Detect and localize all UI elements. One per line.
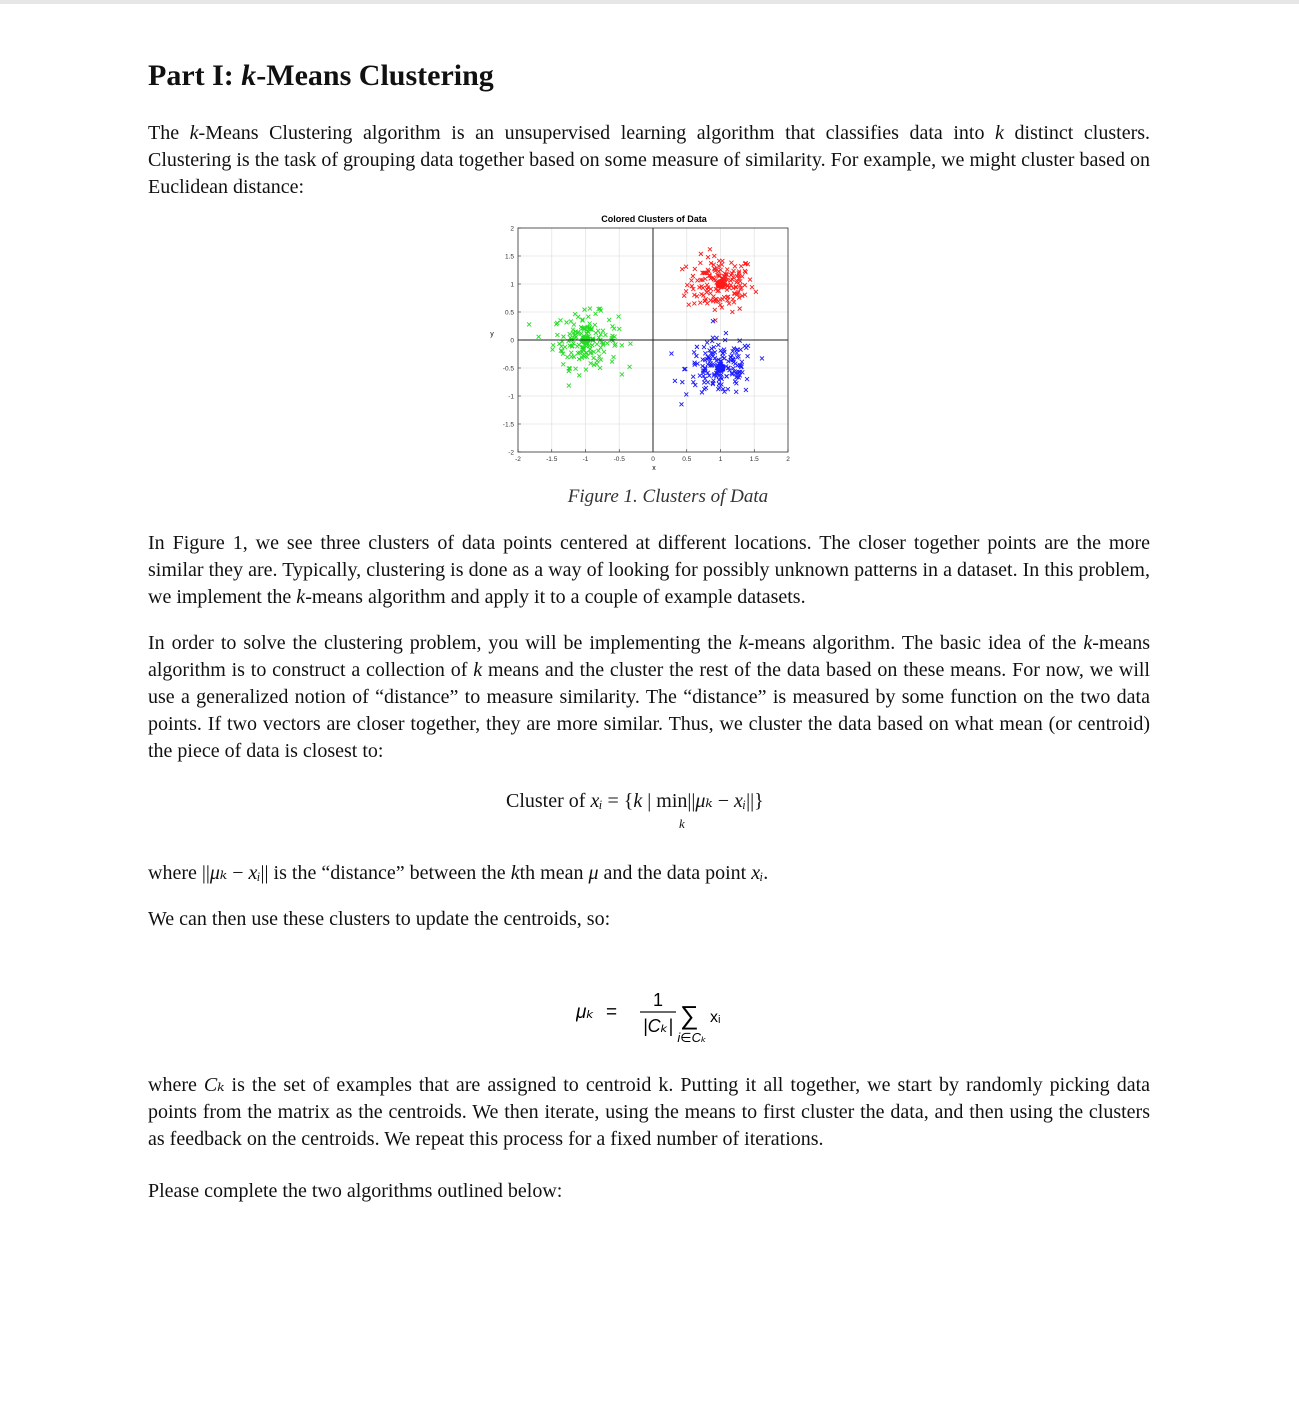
y-tick-label: 0 [510,337,514,345]
y-tick-label: 0.5 [504,309,514,317]
intro-paragraph: The k-Means Clustering algorithm is an unsupervised learning algorithm that classifies data into k distinct clusters. Clustering is the task of grouping data together based on some measure of similarity. For example, we might cluster based on Euclidean distance: [148,122,1151,198]
cluster-blue-centroid [716,363,726,373]
eq2-lhs: μₖ [576,1002,595,1023]
paragraph-instructions: Please complete the two algorithms outlined below: [148,1180,563,1202]
eq2-denominator: |Cₖ| [642,1016,674,1036]
eq2-sum-index: i∈Cₖ [677,1030,707,1044]
chart-xlabel: x [652,465,656,472]
cluster-scatter-plot [478,214,808,474]
min-subscript: k [679,816,685,831]
cluster-assignment-equation: Cluster of xᵢ = {k | min||μₖ − xᵢ||} k [506,790,764,831]
figure-caption: Figure 1. Clusters of Data [567,486,769,507]
paragraph-centroid-update: We can then use these clusters to update the centroids, so: [148,908,611,930]
eq2-equals: = [606,1002,618,1023]
chart-title: Colored Clusters of Data [601,214,707,224]
paragraph-algorithm-idea: In order to solve the clustering problem, you will be implementing the k-means algorithm. The basic idea of the k-means algorithm is to construct a collection of k means and the cluster the rest of the data based on these means. For now, we will use a generalized notion of “distance” to measure similarity. The “distance” is measured by some function on the two data points. If two vectors are closer together, they are more similar. Thus, we cluster the data based on what mean (or centroid) the piece of data is closest to: [148,632,1150,762]
x-tick-label: -1.5 [546,456,558,463]
y-tick-label: -0.5 [502,365,514,373]
cluster-red-centroid [716,279,726,289]
y-tick-label: -1.5 [502,421,514,429]
y-tick-label: 1 [510,281,514,289]
y-tick-label: 2 [510,225,514,233]
chart-ylabel: y [490,331,494,338]
x-tick-label: -1 [582,456,589,463]
section-heading: Part I: k-Means Clustering [148,59,494,92]
y-tick-label: -1 [508,393,514,401]
x-tick-label: -0.5 [613,456,625,463]
x-tick-label: -2 [515,456,521,463]
eq2-term: xᵢ [710,1009,721,1026]
x-tick-label: 0 [651,456,655,463]
x-tick-label: 1.5 [749,456,759,463]
eq2-sigma: ∑ [680,1000,699,1030]
y-tick-label: -2 [508,449,514,457]
centroid-update-equation [576,974,736,1044]
page-top-border [0,0,1299,4]
eq2-numerator: 1 [652,990,664,1010]
paragraph-algorithm-summary: where Cₖ is the set of examples that are assigned to centroid k. Putting it all together, we start by randomly picking data points from the matrix as the centroids. We then iterate, using the means to first cluster the data, and then using the clusters as feedback on the centroids. We repeat this process for a fixed number of iterations. [148,1074,1150,1150]
paragraph-distance-definition: where ||μₖ − xᵢ|| is the “distance” between the kth mean μ and the data point xᵢ. [148,862,769,884]
x-tick-label: 1 [718,456,723,463]
paragraph-figure-explanation: In Figure 1, we see three clusters of data points centered at different locations. The closer together points are the more similar they are. Typically, clustering is done as a way of looking for possibly unknown patterns in a dataset. In this problem, we implement the k-means algorithm and apply it to a couple of example datasets. [148,532,1150,608]
x-tick-label: 2 [786,456,790,463]
y-tick-label: 1.5 [504,253,514,261]
document-page [148,56,1151,1202]
x-tick-label: 0.5 [682,456,692,463]
cluster-scatter-figure [478,214,808,474]
